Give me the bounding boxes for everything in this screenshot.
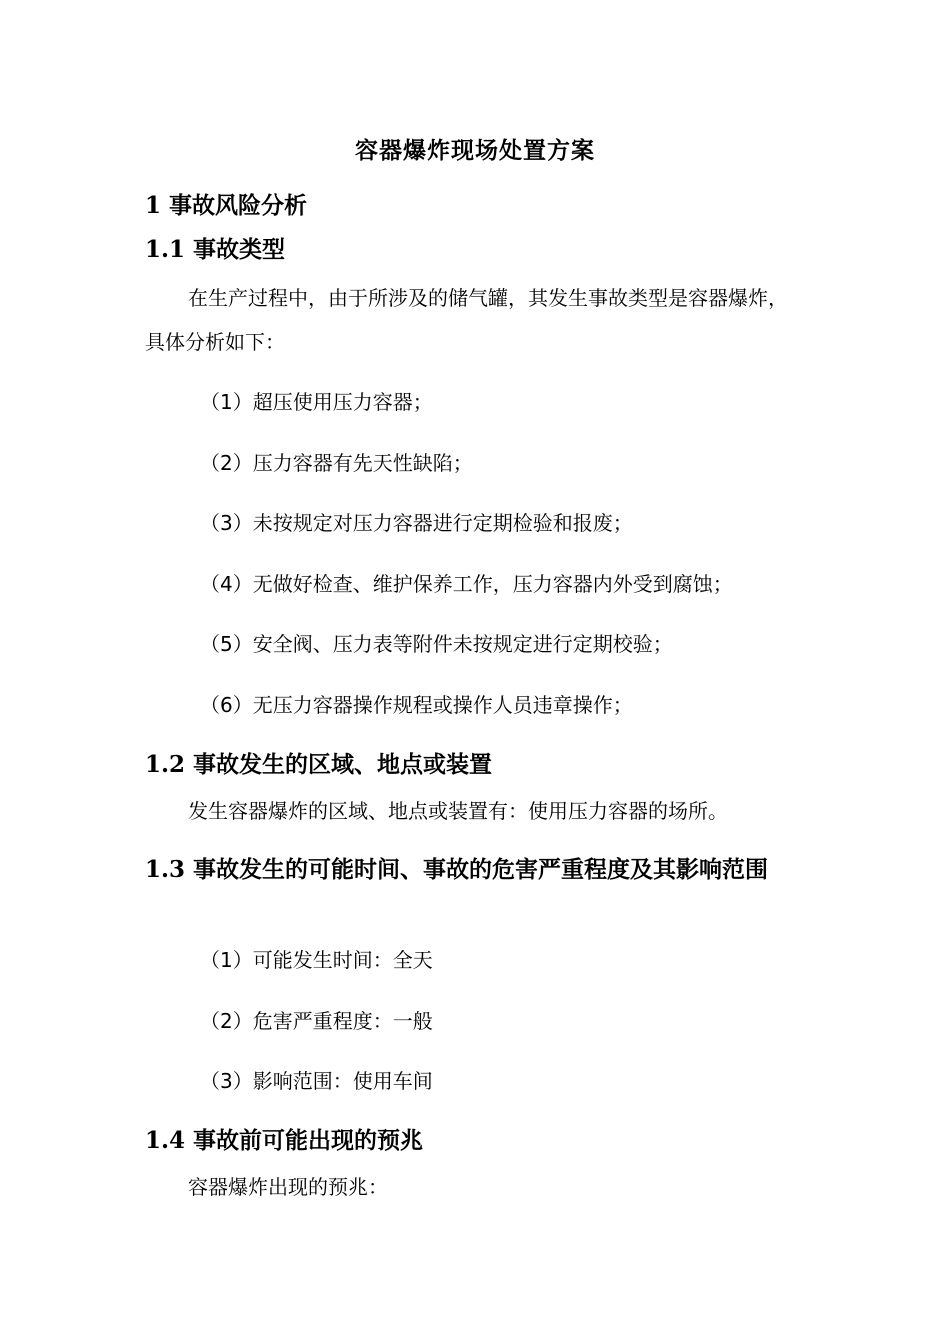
document-title: 容器爆炸现场处置方案 bbox=[355, 137, 595, 164]
list-item: （4）无做好检查、维护保养工作，压力容器内外受到腐蚀； bbox=[200, 572, 733, 596]
section-1-4-heading: 1.4 事故前可能出现的预兆 bbox=[145, 1127, 424, 1154]
section-1-3-heading: 1.3 事故发生的可能时间、事故的危害严重程度及其影响范围 bbox=[145, 856, 769, 883]
section-1-4-paragraph: 容器爆炸出现的预兆： bbox=[188, 1175, 388, 1199]
list-item: （1）可能发生时间：全天 bbox=[200, 948, 433, 972]
list-item: （5）安全阀、压力表等附件未按规定进行定期校验； bbox=[200, 632, 673, 656]
list-item: （6）无压力容器操作规程或操作人员违章操作； bbox=[200, 693, 633, 717]
section-1-2-heading: 1.2 事故发生的区域、地点或装置 bbox=[145, 751, 493, 778]
section-1-heading: 1 事故风险分析 bbox=[145, 192, 308, 219]
list-item: （2）危害严重程度：一般 bbox=[200, 1009, 433, 1033]
list-item: （2）压力容器有先天性缺陷； bbox=[200, 451, 473, 475]
section-1-1-paragraph: 在生产过程中，由于所涉及的储气罐，其发生事故类型是容器爆炸，具体分析如下： bbox=[145, 286, 788, 354]
section-1-1-heading: 1.1 事故类型 bbox=[145, 236, 286, 263]
list-item: （3）影响范围：使用车间 bbox=[200, 1069, 433, 1093]
section-1-2-paragraph: 发生容器爆炸的区域、地点或装置有：使用压力容器的场所。 bbox=[188, 799, 728, 823]
list-item: （3）未按规定对压力容器进行定期检验和报废； bbox=[200, 511, 633, 535]
list-item: （1）超压使用压力容器； bbox=[200, 390, 433, 414]
